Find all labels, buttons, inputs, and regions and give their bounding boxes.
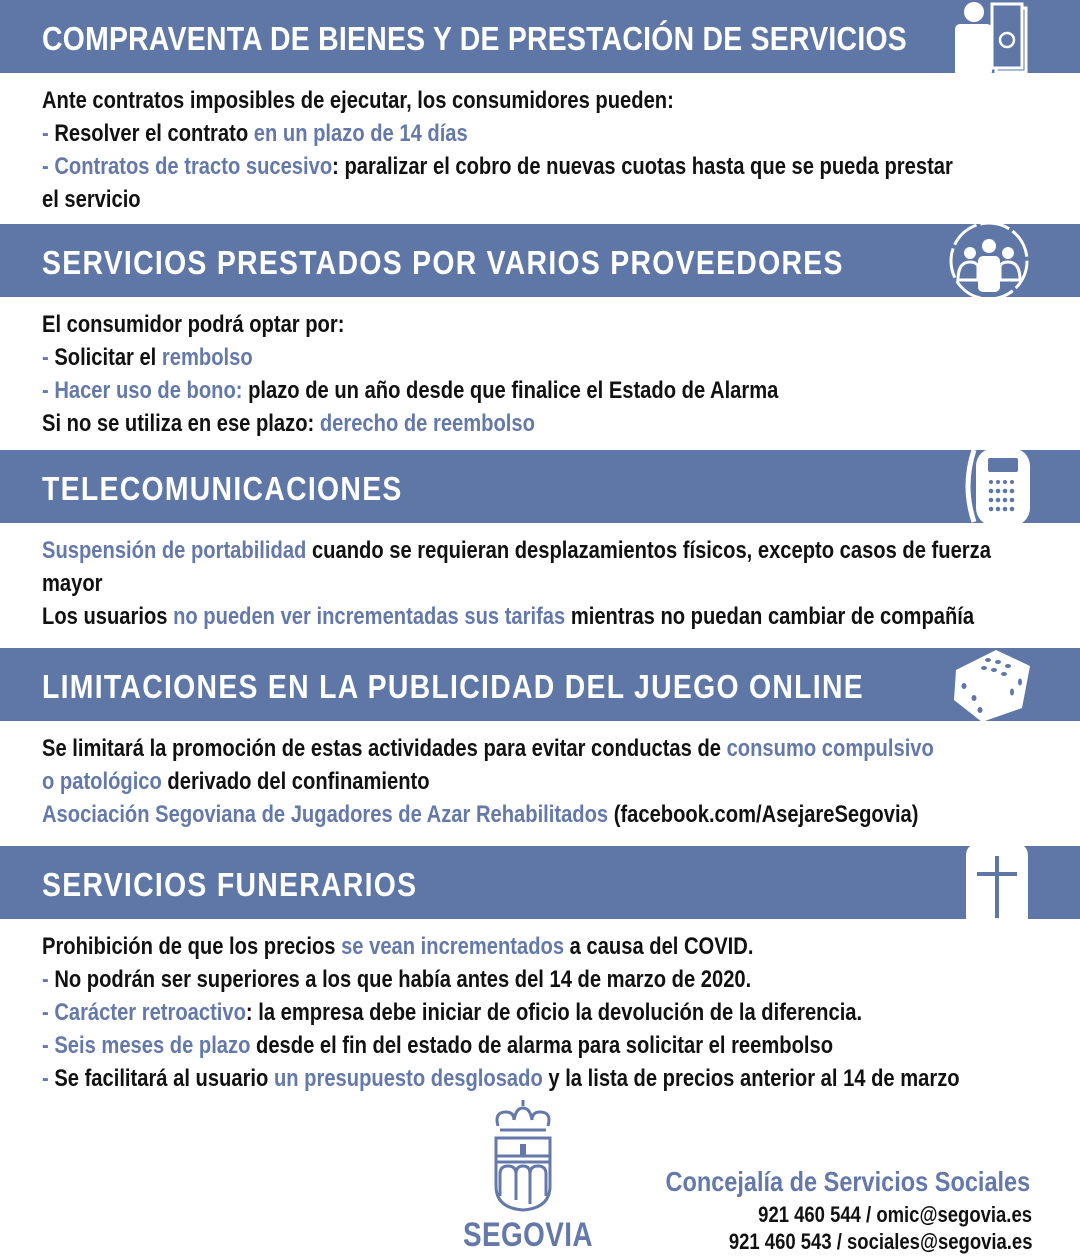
department-name: Concejalía de Servicios Sociales (665, 1166, 1030, 1197)
section-body-servicios-proveedores (42, 308, 890, 440)
asejare-link[interactable]: Asociación Segoviana de Jugadores de Azar Rehabilitados (42, 801, 609, 828)
line: - Solicitar el rembolso (42, 344, 253, 371)
contact-sociales[interactable]: 921 460 543 / sociales@segovia.es (728, 1229, 1032, 1254)
contact-omic[interactable]: 921 460 544 / omic@segovia.es (758, 1202, 1032, 1227)
section-body-juego-online (42, 732, 934, 831)
line: Suspensión de portabilidad cuando se requieran desplazamientos físicos, excepto casos de fuerza (42, 537, 991, 564)
facebook-link[interactable]: (facebook.com/AsejareSegovia) (608, 801, 919, 828)
section-body-telecomunicaciones (42, 534, 991, 633)
line (42, 798, 919, 831)
line: - Se facilitará al usuario un presupuesto desglosado y la lista de precios anterior al 14 de marzo (42, 1065, 960, 1092)
cross-icon (964, 842, 1030, 922)
line: Se limitará la promoción de estas actividades para evitar conductas de consumo compulsivo (42, 735, 934, 762)
line: Si no se utiliza en ese plazo: derecho de reembolso (42, 410, 535, 437)
line: Prohibición de que los precios se vean incrementados a causa del COVID. (42, 933, 754, 960)
section-header-servicios-proveedores (0, 224, 1080, 297)
dice-icon (950, 642, 1034, 724)
logo-text: SEGOVIA (463, 1216, 593, 1254)
section-header-telecomunicaciones (0, 450, 1080, 523)
segovia-coat-of-arms-icon (490, 1100, 556, 1212)
person-banknote-icon (950, 0, 1034, 76)
line: - No podrán ser superiores a los que había antes del 14 de marzo de 2020. (42, 966, 752, 993)
line: - Carácter retroactivo: la empresa debe iniciar de oficio la devolución de la diferencia. (42, 999, 863, 1026)
line: Los usuarios no pueden ver incrementadas sus tarifas mientras no puedan cambiar de compañía (42, 603, 975, 630)
section-title: SERVICIOS FUNERARIOS (42, 866, 418, 903)
telephone-icon (960, 448, 1032, 526)
section-title: LIMITACIONES EN LA PUBLICIDAD DEL JUEGO ONLINE (42, 668, 864, 705)
line: - Seis meses de plazo desde el fin del estado de alarma para solicitar el reembolso (42, 1032, 834, 1059)
line: El consumidor podrá optar por: (42, 311, 345, 338)
line: - Resolver el contrato en un plazo de 14 días (42, 120, 468, 147)
line: Ante contratos imposibles de ejecutar, los consumidores pueden: (42, 87, 674, 114)
line: o patológico derivado del confinamiento (42, 768, 430, 795)
section-body-funerarios (42, 930, 960, 1095)
line: mayor (42, 570, 103, 597)
section-title: SERVICIOS PRESTADOS POR VARIOS PROVEEDORES (42, 244, 844, 281)
group-people-icon (948, 220, 1030, 302)
section-body-compraventa (42, 84, 953, 216)
section-header-juego-online (0, 648, 1080, 721)
section-header-compraventa (0, 0, 1080, 73)
section-title: COMPRAVENTA DE BIENES Y DE PRESTACIÓN DE SERVICIOS (42, 20, 907, 57)
line: - Hacer uso de bono: plazo de un año desde que finalice el Estado de Alarma (42, 377, 779, 404)
line: el servicio (42, 186, 141, 213)
section-title: TELECOMUNICACIONES (42, 470, 403, 507)
section-header-funerarios (0, 846, 1080, 919)
line: - Contratos de tracto sucesivo: paralizar el cobro de nuevas cuotas hasta que se pueda prestar (42, 153, 953, 180)
